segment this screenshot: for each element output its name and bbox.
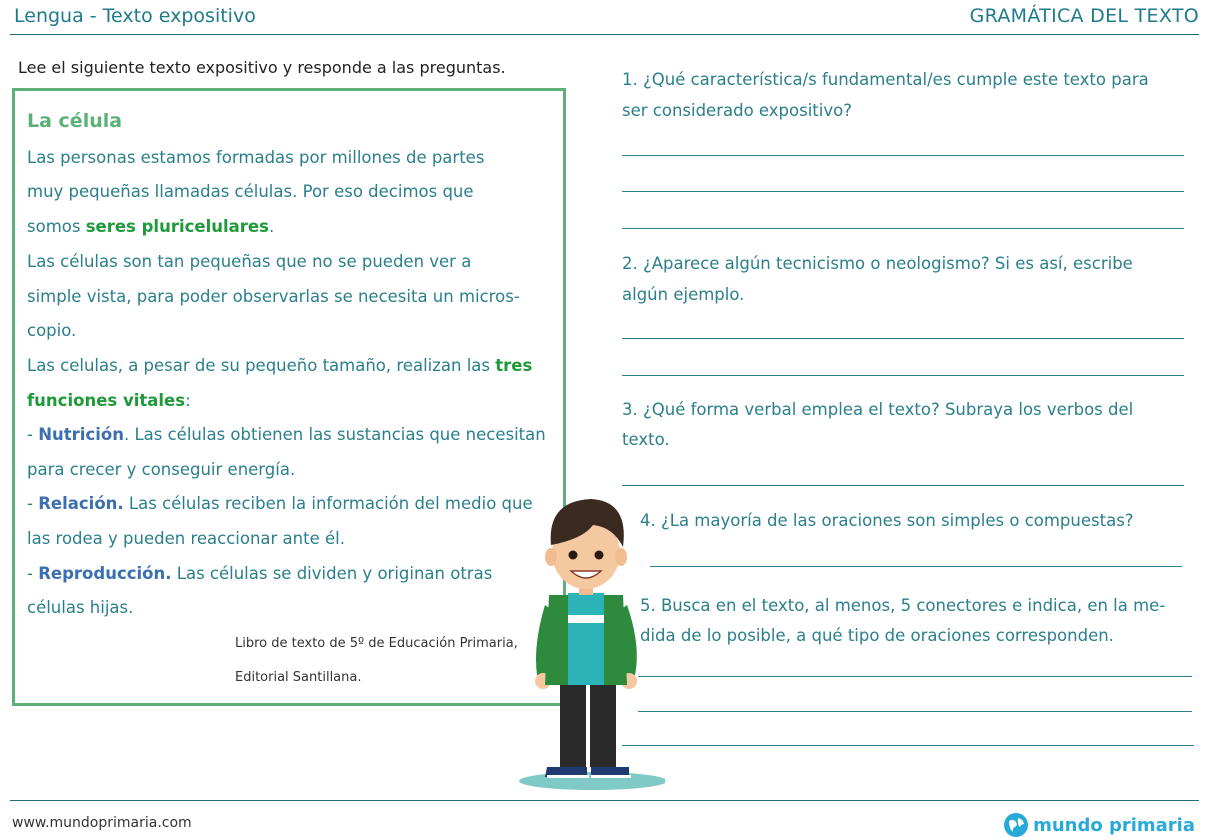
reading-text: somos: [27, 217, 86, 236]
question-4: 4. ¿La mayoría de las oraciones son simples o compuestas?: [640, 511, 1134, 530]
reading-line: [27, 494, 533, 513]
answer-line[interactable]: [638, 676, 1192, 677]
question-2-cont: algún ejemplo.: [622, 285, 745, 304]
shoe-sole: [547, 775, 589, 778]
reading-text: .: [268, 217, 275, 236]
reading-title: La célula: [27, 110, 123, 132]
reading-line: Las personas estamos formadas por millones de partes: [27, 148, 485, 167]
question-5: 5. Busca en el texto, al menos, 5 conectores e indica, en la me-: [640, 596, 1166, 615]
globe-icon: [1003, 812, 1029, 838]
worksheet-subject: Lengua - Texto expositivo: [14, 5, 256, 27]
question-1: 1. ¿Qué característica/s fundamental/es cumple este texto para: [622, 70, 1149, 89]
right-ear: [615, 548, 627, 566]
keyword-seres-pluricelulares: seres pluricelulares: [85, 217, 269, 236]
right-leg: [590, 675, 616, 767]
header-rule: [10, 34, 1199, 35]
question-3-cont: texto.: [622, 430, 670, 449]
right-eye: [595, 551, 604, 560]
reading-text: Las células se dividen y originan otras: [171, 564, 493, 583]
left-leg: [560, 675, 586, 767]
reading-line: muy pequeñas llamadas células. Por eso decimos que: [27, 182, 474, 201]
reading-line: simple vista, para poder observarlas se necesita un micros-: [27, 287, 520, 306]
source-line: Editorial Santillana.: [235, 670, 362, 685]
left-eye: [569, 551, 578, 560]
reading-line: para crecer y conseguir energía.: [27, 460, 296, 479]
brand-logo[interactable]: [1003, 812, 1195, 838]
answer-line[interactable]: [622, 375, 1184, 376]
footer-url[interactable]: www.mundoprimaria.com: [12, 815, 192, 831]
reading-line: las rodea y pueden reaccionar ante él.: [27, 529, 345, 548]
reading-line: [27, 356, 532, 375]
reading-text: Las celulas, a pesar de su pequeño tamaño, realizan las: [27, 356, 496, 375]
keyword-tres: tres: [495, 356, 533, 375]
reading-line: copio.: [27, 321, 77, 340]
brand-name: mundo primaria: [1033, 814, 1195, 836]
reading-line: Las células son tan pequeñas que no se pueden ver a: [27, 252, 472, 271]
reading-text: -: [27, 564, 39, 583]
left-ear: [545, 548, 557, 566]
answer-line[interactable]: [622, 191, 1184, 192]
instructions: Lee el siguiente texto expositivo y responde a las preguntas.: [18, 58, 506, 77]
keyword-relacion: Relación.: [38, 494, 124, 513]
keyword-nutricion: Nutrición: [38, 425, 124, 444]
question-2: 2. ¿Aparece algún tecnicismo o neologismo? Si es así, escribe: [622, 254, 1133, 273]
answer-line[interactable]: [650, 566, 1182, 567]
keyword-funciones-vitales: funciones vitales: [27, 391, 186, 410]
footer-rule: [10, 800, 1199, 801]
reading-line: [27, 564, 492, 583]
answer-line[interactable]: [638, 711, 1192, 712]
answer-line[interactable]: [622, 155, 1184, 156]
reading-line: [27, 217, 274, 236]
reading-text: Las células reciben la información del medio que: [123, 494, 533, 513]
reading-text: -: [27, 494, 39, 513]
reading-line: [27, 391, 191, 410]
answer-line[interactable]: [622, 485, 1184, 486]
answer-line[interactable]: [622, 338, 1184, 339]
reading-text: . Las células obtienen las sustancias que necesitan: [123, 425, 546, 444]
shoe-sole: [591, 775, 631, 778]
boy-illustration: [505, 495, 665, 795]
answer-line[interactable]: [622, 745, 1194, 746]
question-3: 3. ¿Qué forma verbal emplea el texto? Subraya los verbos del: [622, 400, 1134, 419]
keyword-reproduccion: Reproducción.: [38, 564, 172, 583]
question-1-cont: ser considerado expositivo?: [622, 101, 852, 120]
shirt-stripe: [568, 615, 604, 623]
worksheet-topic: GRAMÁTICA DEL TEXTO: [969, 5, 1199, 27]
reading-text: -: [27, 425, 39, 444]
reading-text: :: [185, 391, 191, 410]
reading-line: células hijas.: [27, 598, 134, 617]
question-5-cont: dida de lo posible, a qué tipo de oraciones corresponden.: [640, 626, 1114, 645]
answer-line[interactable]: [622, 228, 1184, 229]
reading-line: [27, 425, 546, 444]
shirt: [568, 593, 604, 685]
source-line: Libro de texto de 5º de Educación Primaria,: [235, 636, 518, 651]
